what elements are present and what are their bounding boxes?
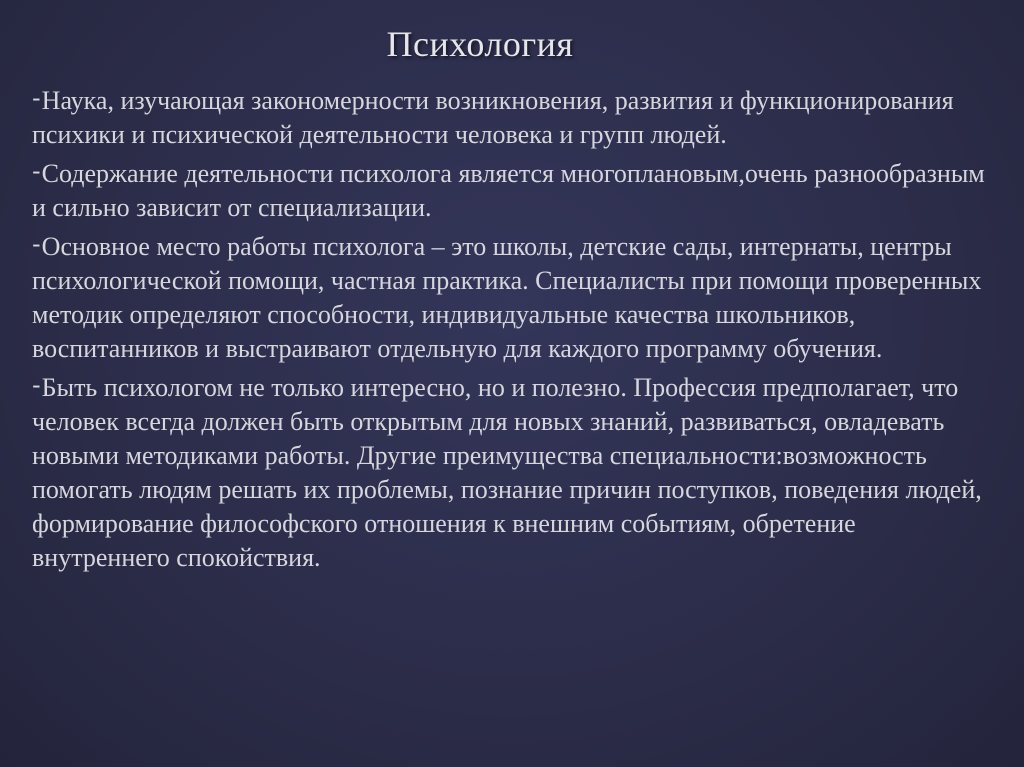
bullet-dash: - (32, 157, 41, 185)
paragraph-text: Наука, изучающая закономерности возникновения, развития и функционирования психики и психической деятельности человека и групп людей. (32, 86, 954, 149)
bullet-dash: - (32, 230, 41, 258)
slide-body (32, 84, 992, 580)
paragraph-text: Основное место работы психолога – это школы, детские сады, интернаты, центры психологической помощи, частная практика. Специалисты при помощи проверенных методик определяют способности, индивидуальные качества школьников, воспитанников и выстраивают отдельную для каждого программу обучения. (32, 232, 982, 363)
paragraph-content (32, 157, 992, 225)
paragraph-text: Быть психологом не только интересно, но и полезно. Профессия предполагает, что человек всегда должен быть открытым для новых знаний, развиваться, овладевать новыми методиками работы. Другие преимущества специальности:возможность помогать людям решать их проблемы, познание причин поступков, поведения людей, формирование философского отношения к внешним событиям, обретение внутреннего спокойствия. (32, 373, 982, 572)
paragraph-workplace (32, 230, 992, 366)
paragraph-benefits (32, 371, 992, 575)
slide-title: Психология (386, 24, 574, 64)
paragraph-text: Содержание деятельности психолога является многоплановым,очень разнообразным и сильно зависит от специализации. (32, 159, 985, 222)
bullet-dash: - (32, 371, 41, 399)
bullet-dash: - (32, 84, 41, 112)
paragraph-definition (32, 84, 992, 152)
